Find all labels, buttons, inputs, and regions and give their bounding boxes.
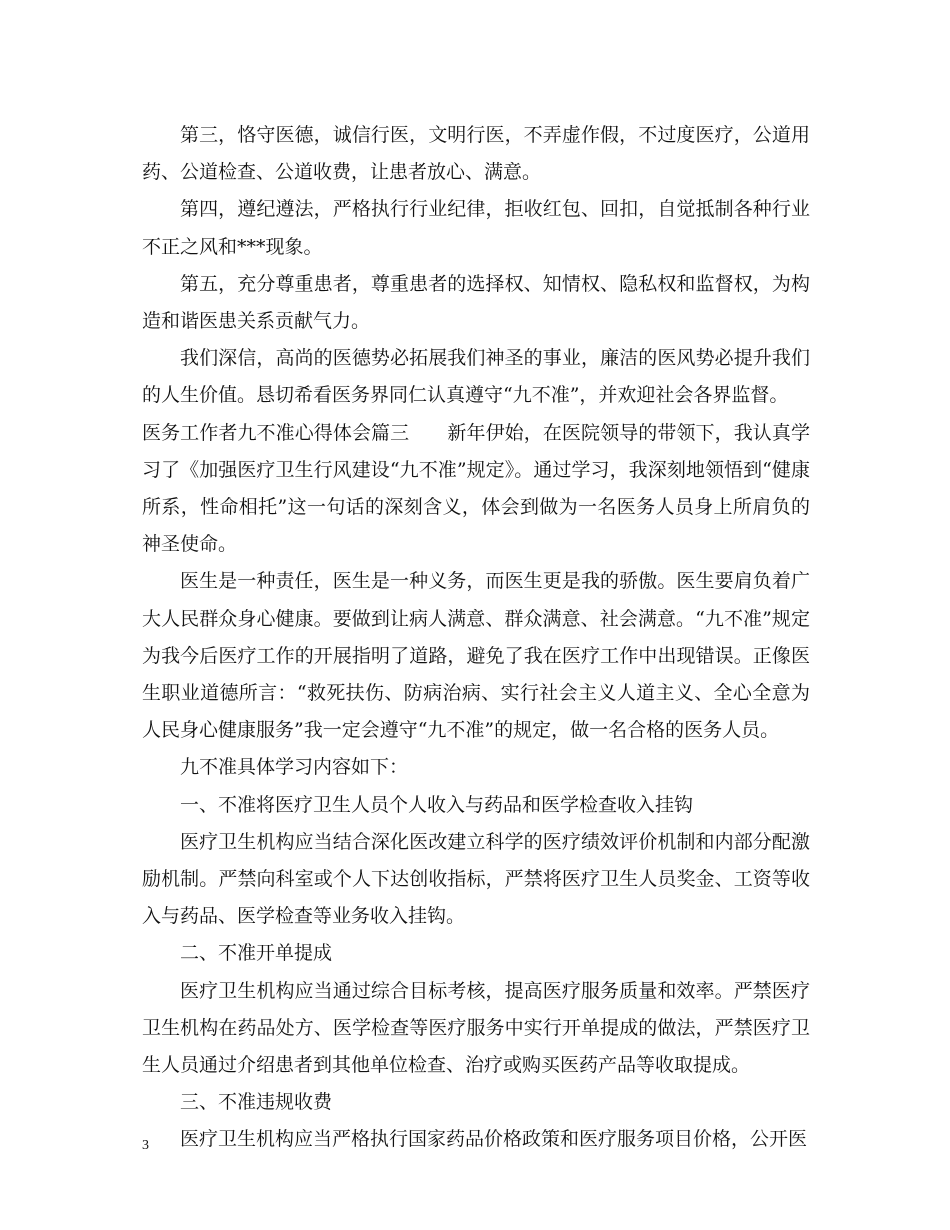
page-number: 3 [142, 1138, 149, 1153]
section-heading-paragraph: 医务工作者九不准心得体会篇三 新年伊始，在医院领导的带领下，我认真学习了《加强医疗卫生行风建设“九不准”规定》。通过学习，我深刻地领悟到“健康所系，性命相托”这一句话的深刻含义，体会到做为一名医务人员身上所肩负的神圣使命。 [142, 421, 810, 556]
paragraph: 第三，恪守医德，诚信行医，文明行医，不弄虚作假，不过度医疗，公道用药、公道检查、公道收费，让患者放心、满意。 [142, 124, 810, 184]
rule-heading: 三、不准违规收费 [180, 1091, 333, 1114]
rule-heading: 一、不准将医疗卫生人员个人收入与药品和医学检查收入挂钩 [180, 793, 694, 816]
paragraph: 医疗卫生机构应当严格执行国家药品价格政策和医疗服务项目价格，公开医 [180, 1128, 808, 1151]
paragraph: 第四，遵纪遵法，严格执行行业纪律，拒收红包、回扣，自觉抵制各种行业不正之风和***现象。 [142, 198, 810, 258]
rule-heading: 二、不准开单提成 [180, 942, 333, 965]
paragraph: 第五，充分尊重患者，尊重患者的选择权、知情权、隐私权和监督权，为构造和谐医患关系贡献气力。 [142, 272, 810, 333]
paragraph: 医生是一种责任，医生是一种义务，而医生更是我的骄傲。医生要肩负着广大人民群众身心健康。要做到让病人满意、群众满意、社会满意。“九不准”规定为我今后医疗工作的开展指明了道路，避免了我在医疗工作中出现错误。正像医生职业道德所言：“救死扶伤、防病治病、实行社会主义人道主义、全心全意为人民身心健康服务”我一定会遵守“九不准”的规定，做一名合格的医务人员。 [142, 570, 810, 742]
paragraph: 医疗卫生机构应当通过综合目标考核，提高医疗服务质量和效率。严禁医疗卫生机构在药品处方、医学检查等医疗服务中实行开单提成的做法，严禁医疗卫生人员通过介绍患者到其他单位检查、治疗或购买医药产品等收取提成。 [142, 979, 810, 1077]
paragraph: 九不准具体学习内容如下： [180, 756, 409, 779]
paragraph: 医疗卫生机构应当结合深化医改建立科学的医疗绩效评价机制和内部分配激励机制。严禁向科室或个人下达创收指标，严禁将医疗卫生人员奖金、工资等收入与药品、医学检查等业务收入挂钩。 [142, 830, 810, 928]
body-text [142, 117, 810, 1159]
paragraph: 我们深信，高尚的医德势必拓展我们神圣的事业，廉洁的医风势必提升我们的人生价值。恳切希看医务界同仁认真遵守“九不准”，并欢迎社会各界监督。 [142, 347, 810, 407]
